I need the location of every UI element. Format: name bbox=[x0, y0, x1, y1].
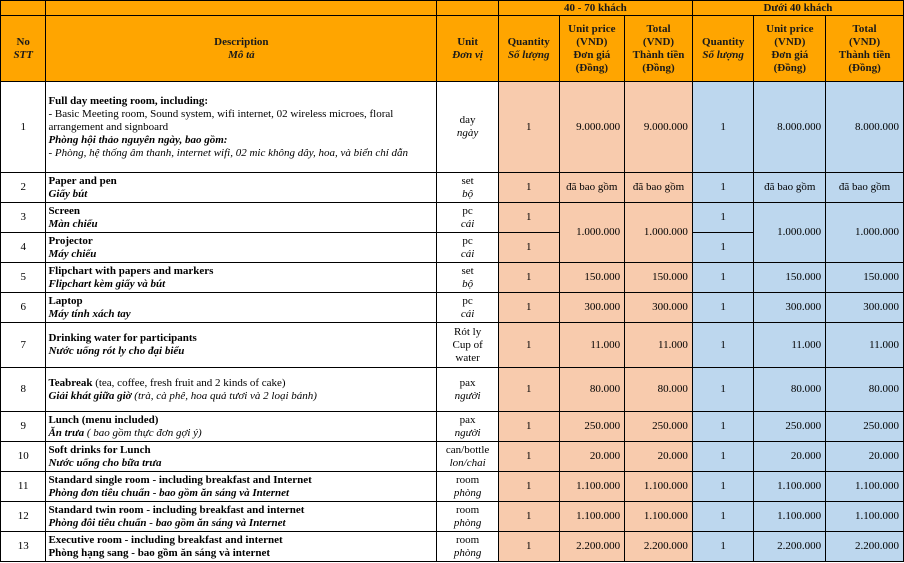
row-description bbox=[46, 293, 437, 323]
unit-en: pc bbox=[462, 204, 473, 217]
col-price-vn2: (Đồng) bbox=[575, 61, 609, 74]
qty-a: 1 bbox=[498, 472, 559, 502]
col-qty-en: Quantity bbox=[507, 35, 550, 48]
col-qty-en: Quantity bbox=[702, 35, 745, 48]
item-extra-vn: ( bao gồm thực đơn gợi ý) bbox=[84, 426, 202, 439]
row-no: 8 bbox=[1, 368, 46, 412]
price-b: 150.000 bbox=[754, 263, 826, 293]
table-row bbox=[1, 203, 904, 233]
row-no: 5 bbox=[1, 263, 46, 293]
row-no: 10 bbox=[1, 442, 46, 472]
price-b: 80.000 bbox=[754, 368, 826, 412]
table-row bbox=[1, 173, 904, 203]
total-b: 1.100.000 bbox=[826, 502, 904, 532]
item-name-en: Teabreak bbox=[48, 376, 93, 389]
price-a: 250.000 bbox=[559, 412, 625, 442]
item-name-vn: Giải khát giữa giờ bbox=[48, 389, 132, 402]
row-no: 6 bbox=[1, 293, 46, 323]
row-description bbox=[46, 233, 437, 263]
item-name-vn: Phòng đơn tiêu chuẩn - bao gồm ăn sáng và Internet bbox=[48, 486, 290, 499]
header-blank bbox=[1, 1, 46, 16]
col-unit-header bbox=[437, 16, 499, 82]
unit-en: pax bbox=[459, 376, 476, 389]
price-b: 11.000 bbox=[754, 323, 826, 368]
row-description bbox=[46, 173, 437, 203]
unit-vn: người bbox=[454, 389, 481, 402]
unit-vn: phòng bbox=[453, 516, 482, 529]
col-price-cur: (VND) bbox=[774, 35, 806, 48]
unit-vn: ngày bbox=[456, 127, 479, 139]
qty-b: 1 bbox=[692, 502, 754, 532]
row-unit bbox=[437, 412, 499, 442]
total-b: 250.000 bbox=[826, 412, 904, 442]
qty-a: 1 bbox=[498, 532, 559, 562]
unit-vn: cái bbox=[460, 247, 475, 260]
price-a: 300.000 bbox=[559, 293, 625, 323]
qty-b: 1 bbox=[692, 442, 754, 472]
col-total-a-header bbox=[625, 16, 693, 82]
table-row bbox=[1, 368, 904, 412]
item-extra-en: (tea, coffee, fresh fruit and 2 kinds of cake) bbox=[92, 376, 286, 389]
row-unit bbox=[437, 368, 499, 412]
price-a: 20.000 bbox=[559, 442, 625, 472]
qty-b: 1 bbox=[692, 233, 754, 263]
col-price-cur: (VND) bbox=[576, 35, 608, 48]
qty-b: 1 bbox=[692, 323, 754, 368]
table-row bbox=[1, 412, 904, 442]
col-qty-a-header bbox=[498, 16, 559, 82]
total-b: 150.000 bbox=[826, 263, 904, 293]
row-no: 1 bbox=[1, 82, 46, 173]
col-unit-vn: Đơn vị bbox=[452, 48, 483, 61]
item-name-vn: Máy chiếu bbox=[48, 247, 97, 260]
row-no: 9 bbox=[1, 412, 46, 442]
group-b-label: Dưới 40 khách bbox=[692, 1, 903, 16]
item-name-vn: Phòng hội thảo nguyên ngày, bao gồm: bbox=[48, 133, 228, 146]
col-no-vn: STT bbox=[13, 48, 33, 61]
unit-en: day bbox=[459, 114, 476, 126]
col-qty-vn: Số lượng bbox=[702, 48, 744, 61]
row-no: 11 bbox=[1, 472, 46, 502]
col-qty-b-header bbox=[692, 16, 754, 82]
qty-a: 1 bbox=[498, 233, 559, 263]
qty-b: 1 bbox=[692, 203, 754, 233]
qty-b: 1 bbox=[692, 263, 754, 293]
row-description bbox=[46, 82, 437, 173]
row-unit bbox=[437, 173, 499, 203]
total-b: đã bao gồm bbox=[826, 173, 904, 203]
total-a: 300.000 bbox=[625, 293, 693, 323]
col-desc-header bbox=[46, 16, 437, 82]
table-row bbox=[1, 532, 904, 562]
qty-a: 1 bbox=[498, 82, 559, 173]
group-a-label: 40 - 70 khách bbox=[498, 1, 692, 16]
item-name-en: Paper and pen bbox=[48, 174, 117, 187]
col-total-vn2: (Đồng) bbox=[642, 61, 675, 74]
price-b: 300.000 bbox=[754, 293, 826, 323]
row-no: 3 bbox=[1, 203, 46, 233]
price-a: 80.000 bbox=[559, 368, 625, 412]
unit-en: set bbox=[461, 174, 474, 187]
total-a: 11.000 bbox=[625, 323, 693, 368]
item-extra-vn: (trà, cà phê, hoa quả tươi và 2 loại bánh) bbox=[131, 389, 317, 402]
item-name-en: Soft drinks for Lunch bbox=[48, 443, 151, 456]
qty-a: 1 bbox=[498, 323, 559, 368]
table-row bbox=[1, 442, 904, 472]
col-total-b-header bbox=[826, 16, 904, 82]
total-b: 8.000.000 bbox=[826, 82, 904, 173]
price-b: đã bao gồm bbox=[754, 173, 826, 203]
row-description bbox=[46, 368, 437, 412]
row-unit bbox=[437, 502, 499, 532]
row-description bbox=[46, 263, 437, 293]
unit-en: pax bbox=[459, 413, 476, 426]
qty-a: 1 bbox=[498, 442, 559, 472]
row-no: 2 bbox=[1, 173, 46, 203]
unit-vn: lon/chai bbox=[449, 456, 486, 469]
price-b: 1.100.000 bbox=[754, 472, 826, 502]
item-name-vn: Giấy bút bbox=[48, 187, 88, 200]
price-a: 2.200.000 bbox=[559, 532, 625, 562]
row-description bbox=[46, 502, 437, 532]
row-unit bbox=[437, 323, 499, 368]
row-description bbox=[46, 532, 437, 562]
total-b: 1.100.000 bbox=[826, 472, 904, 502]
col-no-en: No bbox=[16, 35, 30, 48]
item-name-vn: Phòng đôi tiêu chuẩn - bao gồm ăn sáng và Internet bbox=[48, 516, 286, 529]
unit-line: Cup of bbox=[452, 338, 483, 351]
col-price-vn: Đơn giá bbox=[573, 48, 611, 61]
qty-b: 1 bbox=[692, 293, 754, 323]
qty-a: 1 bbox=[498, 203, 559, 233]
qty-b: 1 bbox=[692, 532, 754, 562]
total-b: 20.000 bbox=[826, 442, 904, 472]
row-description bbox=[46, 472, 437, 502]
col-price-a-header bbox=[559, 16, 625, 82]
item-detail-vn: - Phòng, hệ thống âm thanh, internet wifi, 02 mic không dây, hoa, và biển chỉ dẫn bbox=[48, 146, 409, 159]
unit-vn: phòng bbox=[453, 486, 482, 499]
unit-en: can/bottle bbox=[445, 443, 490, 456]
item-name-vn: Máy tính xách tay bbox=[48, 307, 131, 320]
item-name-en: Standard twin room - including breakfast and internet bbox=[48, 503, 305, 516]
qty-a: 1 bbox=[498, 293, 559, 323]
row-unit bbox=[437, 203, 499, 233]
qty-b: 1 bbox=[692, 368, 754, 412]
col-total-cur: (VND) bbox=[642, 35, 675, 48]
row-unit bbox=[437, 293, 499, 323]
total-a: 9.000.000 bbox=[625, 82, 693, 173]
unit-en: pc bbox=[462, 294, 473, 307]
item-name-en: Full day meeting room, including: bbox=[48, 94, 209, 107]
row-unit bbox=[437, 263, 499, 293]
unit-en: pc bbox=[462, 234, 473, 247]
col-total-en: Total bbox=[852, 22, 877, 35]
item-name-vn: Nước uống rót ly cho đại biểu bbox=[48, 345, 185, 357]
row-description bbox=[46, 442, 437, 472]
total-b-merged: 1.000.000 bbox=[826, 203, 904, 263]
table-row bbox=[1, 82, 904, 173]
col-price-b-header bbox=[754, 16, 826, 82]
price-b: 20.000 bbox=[754, 442, 826, 472]
item-name-en: Lunch (menu included) bbox=[48, 413, 159, 426]
row-no: 13 bbox=[1, 532, 46, 562]
price-b: 250.000 bbox=[754, 412, 826, 442]
table-row bbox=[1, 472, 904, 502]
price-a: 11.000 bbox=[559, 323, 625, 368]
total-a: 80.000 bbox=[625, 368, 693, 412]
price-a: 9.000.000 bbox=[559, 82, 625, 173]
price-b: 1.100.000 bbox=[754, 502, 826, 532]
qty-b: 1 bbox=[692, 472, 754, 502]
col-desc-vn: Mô tả bbox=[228, 48, 255, 61]
unit-en: room bbox=[456, 533, 480, 546]
total-b: 2.200.000 bbox=[826, 532, 904, 562]
item-detail-en: - Basic Meeting room, Sound system, wifi internet, 02 wireless microes, floral arrangement and signboard bbox=[48, 107, 394, 133]
col-price-en: Unit price bbox=[766, 22, 814, 35]
price-a-merged: 1.000.000 bbox=[559, 203, 625, 263]
item-name-en: Flipchart with papers and markers bbox=[48, 264, 214, 277]
qty-a: 1 bbox=[498, 173, 559, 203]
row-unit bbox=[437, 532, 499, 562]
col-total-vn: Thành tiền bbox=[838, 48, 891, 61]
item-name-vn: Phòng hạng sang - bao gồm ăn sáng và internet bbox=[48, 546, 271, 559]
total-a: 250.000 bbox=[625, 412, 693, 442]
row-unit bbox=[437, 442, 499, 472]
total-a: 1.100.000 bbox=[625, 472, 693, 502]
col-price-vn2: (Đồng) bbox=[773, 61, 806, 74]
table-row bbox=[1, 323, 904, 368]
total-a: 1.100.000 bbox=[625, 502, 693, 532]
row-unit bbox=[437, 82, 499, 173]
row-description bbox=[46, 323, 437, 368]
unit-en: room bbox=[456, 473, 480, 486]
item-name-en: Executive room - including breakfast and internet bbox=[48, 533, 283, 546]
row-description bbox=[46, 412, 437, 442]
table-row bbox=[1, 293, 904, 323]
total-b: 80.000 bbox=[826, 368, 904, 412]
header-blank bbox=[437, 1, 499, 16]
col-price-vn: Đơn giá bbox=[771, 48, 809, 61]
qty-a: 1 bbox=[498, 368, 559, 412]
price-b-merged: 1.000.000 bbox=[754, 203, 826, 263]
item-name-en: Projector bbox=[48, 234, 93, 247]
col-unit-en: Unit bbox=[457, 35, 478, 48]
qty-a: 1 bbox=[498, 263, 559, 293]
unit-vn: bộ bbox=[462, 187, 474, 200]
unit-en: set bbox=[461, 264, 474, 277]
total-a: 150.000 bbox=[625, 263, 693, 293]
qty-b: 1 bbox=[692, 173, 754, 203]
unit-en: room bbox=[456, 503, 480, 516]
unit-vn: cái bbox=[460, 217, 475, 230]
qty-a: 1 bbox=[498, 412, 559, 442]
col-total-vn2: (Đồng) bbox=[848, 61, 881, 74]
item-name-vn: Ăn trưa bbox=[48, 426, 85, 439]
unit-vn: phòng bbox=[453, 546, 482, 559]
col-qty-vn: Số lượng bbox=[507, 48, 550, 61]
header-blank bbox=[46, 1, 437, 16]
col-desc-en: Description bbox=[214, 35, 269, 48]
header-row bbox=[1, 16, 904, 82]
table-row bbox=[1, 263, 904, 293]
unit-vn: người bbox=[454, 426, 481, 439]
row-no: 7 bbox=[1, 323, 46, 368]
header-group-row bbox=[1, 1, 904, 16]
qty-a: 1 bbox=[498, 502, 559, 532]
price-a: 1.100.000 bbox=[559, 472, 625, 502]
col-total-cur: (VND) bbox=[848, 35, 881, 48]
total-a: 2.200.000 bbox=[625, 532, 693, 562]
item-name-en: Standard single room - including breakfast and Internet bbox=[48, 473, 312, 486]
price-a: 1.100.000 bbox=[559, 502, 625, 532]
col-total-vn: Thành tiền bbox=[632, 48, 685, 61]
total-b: 11.000 bbox=[826, 323, 904, 368]
total-b: 300.000 bbox=[826, 293, 904, 323]
total-a-merged: 1.000.000 bbox=[625, 203, 693, 263]
total-a: đã bao gồm bbox=[625, 173, 693, 203]
col-no-header bbox=[1, 16, 46, 82]
row-no: 12 bbox=[1, 502, 46, 532]
qty-b: 1 bbox=[692, 82, 754, 173]
table-row bbox=[1, 502, 904, 532]
row-description bbox=[46, 203, 437, 233]
total-a: 20.000 bbox=[625, 442, 693, 472]
price-a: 150.000 bbox=[559, 263, 625, 293]
unit-vn: cái bbox=[460, 307, 475, 320]
row-unit bbox=[437, 233, 499, 263]
unit-line: Rót ly bbox=[454, 325, 482, 338]
item-name-en: Drinking water for participants bbox=[48, 332, 197, 344]
unit-line: water bbox=[455, 351, 480, 364]
item-name-en: Screen bbox=[48, 204, 81, 217]
col-total-en: Total bbox=[646, 22, 671, 35]
price-b: 2.200.000 bbox=[754, 532, 826, 562]
price-b: 8.000.000 bbox=[754, 82, 826, 173]
price-a: đã bao gồm bbox=[559, 173, 625, 203]
row-no: 4 bbox=[1, 233, 46, 263]
row-unit bbox=[437, 472, 499, 502]
item-name-vn: Nước uống cho bữa trưa bbox=[48, 456, 162, 469]
qty-b: 1 bbox=[692, 412, 754, 442]
unit-vn: bộ bbox=[462, 277, 474, 290]
col-price-en: Unit price bbox=[568, 22, 616, 35]
item-name-vn: Màn chiếu bbox=[48, 217, 98, 230]
item-name-vn: Flipchart kèm giấy và bút bbox=[48, 277, 166, 290]
item-name-en: Laptop bbox=[48, 294, 83, 307]
